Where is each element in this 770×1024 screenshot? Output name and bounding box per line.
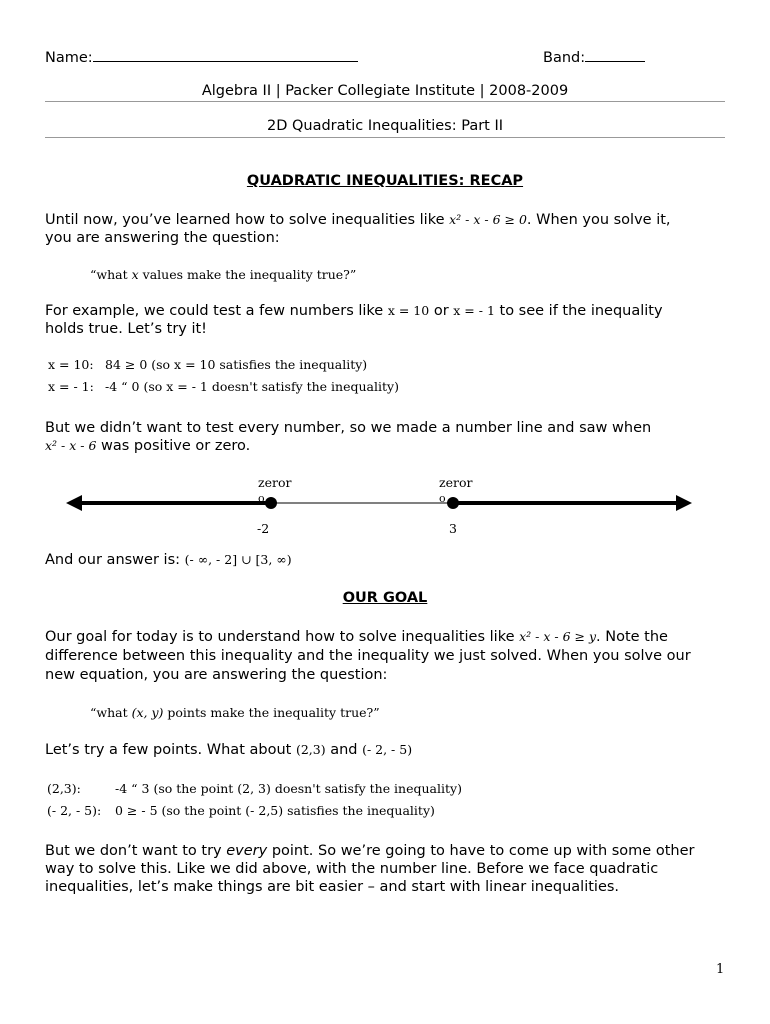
course-line: Algebra II | Packer Collegiate Institute | 2008-2009 bbox=[201, 83, 569, 99]
goal-question-var: (x, y) bbox=[131, 705, 164, 720]
test1-label: x = 10: bbox=[48, 357, 94, 372]
goal-test2-body: 0 ≥ - 5 (so the point (- 2,5) satisfies the inequality) bbox=[115, 803, 435, 818]
recap-question-var: x bbox=[131, 267, 139, 282]
goal-test1-body: -4 “ 3 (so the point (2, 3) doesn't satisfy the inequality) bbox=[115, 781, 462, 796]
right-arrow-icon bbox=[676, 495, 692, 511]
test2-label: x = - 1: bbox=[48, 379, 94, 394]
recap-intro-text-1: Until now, you’ve learned how to solve inequalities like bbox=[45, 212, 445, 228]
divider-top bbox=[45, 101, 725, 102]
tick-label-left: -2 bbox=[257, 521, 270, 536]
band-blank[interactable] bbox=[585, 47, 645, 62]
recap-answer bbox=[45, 552, 292, 568]
zero-label-left-b: o bbox=[258, 492, 265, 505]
band-field bbox=[543, 47, 645, 66]
example-x10: x = 10 bbox=[387, 303, 430, 318]
zero-label-right: zeror bbox=[439, 475, 473, 490]
goal-heading bbox=[45, 590, 725, 606]
goal-text-c: difference between this inequality and the inequality we just solved. When you solve our bbox=[45, 648, 691, 664]
final-every: every bbox=[226, 843, 268, 859]
divider-bottom bbox=[45, 137, 725, 138]
page-subtitle: 2D Quadratic Inequalities: Part II bbox=[266, 118, 504, 134]
recap-test-2 bbox=[48, 379, 399, 394]
goal-try bbox=[45, 742, 412, 758]
zero-label-left: zeror bbox=[258, 475, 292, 490]
goal-question-start: “what bbox=[90, 705, 128, 720]
goal-point-1: (2,3) bbox=[295, 742, 326, 757]
recap-intro-text-2: . When you solve it, bbox=[526, 212, 671, 228]
goal-text-d: new equation, you are answering the question: bbox=[45, 667, 388, 683]
example-text-1: For example, we could test a few numbers like bbox=[45, 303, 384, 319]
goal-final bbox=[45, 842, 735, 896]
goal-heading-text: OUR GOAL bbox=[342, 590, 428, 606]
recap-intro bbox=[45, 211, 735, 247]
zero-label-right-b: o bbox=[439, 492, 446, 505]
recap-inequality: x² - x - 6 ≥ 0 bbox=[449, 212, 527, 227]
recap-intro-text-3: you are answering the question: bbox=[45, 230, 280, 246]
tick-label-right: 3 bbox=[449, 521, 457, 536]
number-line bbox=[60, 470, 700, 540]
goal-text-a: Our goal for today is to understand how to solve inequalities like bbox=[45, 629, 515, 645]
goal-test-1 bbox=[47, 781, 462, 796]
goal-try-text: Let’s try a few points. What about bbox=[45, 742, 292, 758]
final-text-1b: point. So we’re going to have to come up with some other bbox=[271, 843, 695, 859]
name-blank[interactable] bbox=[93, 47, 358, 62]
goal-test1-label: (2,3): bbox=[47, 781, 81, 796]
final-text-3: inequalities, let’s make things are bit easier – and start with linear inequalities. bbox=[45, 879, 620, 895]
goal-point-2: (- 2, - 5) bbox=[362, 742, 413, 757]
numline-text-2: was positive or zero. bbox=[101, 438, 251, 454]
recap-example bbox=[45, 302, 735, 338]
left-arrow-icon bbox=[66, 495, 82, 511]
example-xm1: x = - 1 bbox=[453, 303, 495, 318]
zero-dot-left bbox=[265, 497, 277, 509]
example-text-2: to see if the inequality bbox=[499, 303, 663, 319]
band-label: Band: bbox=[543, 50, 586, 66]
recap-question-end: values make the inequality true?” bbox=[142, 267, 357, 282]
goal-test2-label: (- 2, - 5): bbox=[47, 803, 102, 818]
goal-text-b: . Note the bbox=[596, 629, 668, 645]
numline-text-1: But we didn’t want to test every number, so we made a number line and saw when bbox=[45, 420, 652, 436]
recap-heading-text: QUADRATIC INEQUALITIES: RECAP bbox=[246, 173, 524, 189]
goal-test-2 bbox=[47, 803, 435, 818]
test1-body: 84 ≥ 0 (so x = 10 satisfies the inequality) bbox=[105, 357, 368, 372]
zero-dot-right bbox=[447, 497, 459, 509]
example-or: or bbox=[433, 303, 449, 319]
goal-inequality: x² - x - 6 ≥ y bbox=[519, 629, 597, 644]
final-text-2: way to solve this. Like we did above, with the number line. Before we face quadratic bbox=[45, 861, 659, 877]
numline-expr: x² - x - 6 bbox=[45, 438, 97, 453]
numline-intro bbox=[45, 419, 735, 455]
name-field bbox=[45, 47, 358, 66]
answer-label: And our answer is: bbox=[45, 552, 181, 568]
page-number: 1 bbox=[716, 962, 725, 977]
recap-question-start: “what bbox=[90, 267, 128, 282]
recap-question bbox=[90, 267, 356, 282]
example-text-3: holds true. Let’s try it! bbox=[45, 321, 207, 337]
goal-question-end: points make the inequality true?” bbox=[167, 705, 380, 720]
final-text-1a: But we don’t want to try bbox=[45, 843, 222, 859]
test2-body: -4 “ 0 (so x = - 1 doesn't satisfy the inequality) bbox=[105, 379, 399, 394]
name-label: Name: bbox=[45, 50, 93, 66]
goal-and: and bbox=[330, 742, 358, 758]
goal-paragraph bbox=[45, 627, 735, 685]
answer-value: (- ∞, - 2] ∪ [3, ∞) bbox=[184, 552, 292, 567]
recap-test-1 bbox=[48, 357, 367, 372]
recap-heading bbox=[45, 173, 725, 189]
goal-question bbox=[90, 705, 380, 720]
